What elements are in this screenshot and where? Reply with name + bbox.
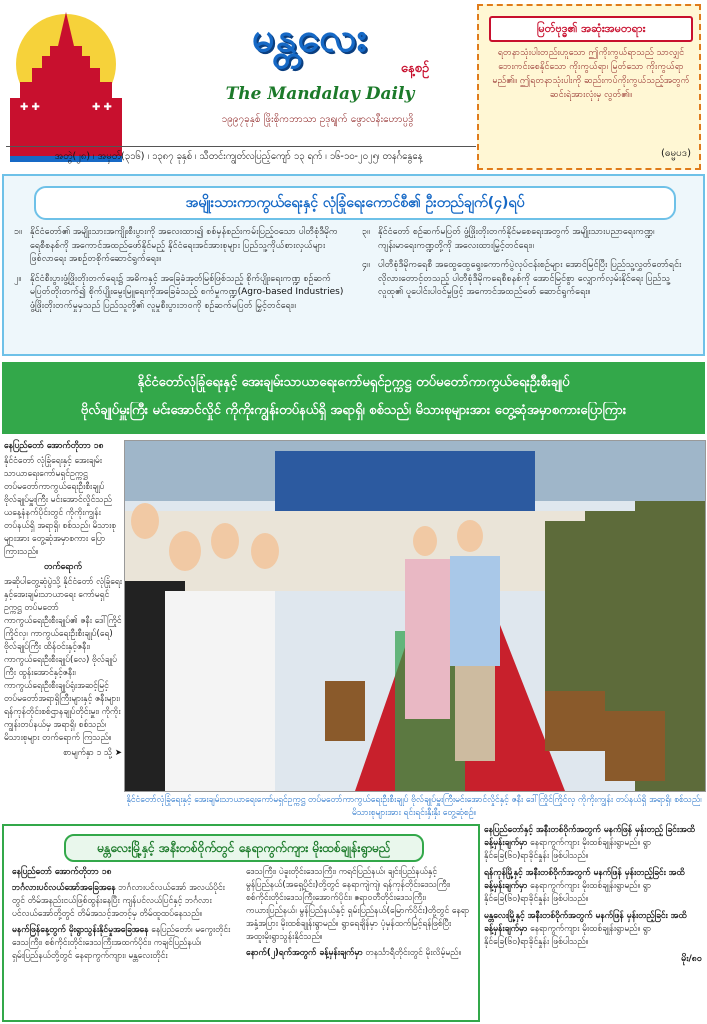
teaching-body: ရတနာသုံးပါးတည်းဟူသော ဤကိုးကွယ်ရာသည် သာလျှင် ဘေးကင်းစေနိုင်သော ကိုးကွယ်ရာ၊ မြတ်သော ကိုးကွယ်ရာမည်၏။ ဤရတနာသုံးပါးကို ဆည်းကပ်ကိုးကွယ်သည့်အတွက် ဆင်းရဲအားလုံးမှ လွတ်၏။ <box>492 48 690 100</box>
forecast-paragraph: နေပြည်တော်နှင့် အနီးတစ်ဝိုက်အတွက် မနက်ဖြန် မှန်းတည့် ခြင်းအထိ ခန့်မှန်းချက်မှာ နေရာကွက်ကျား မိုးထစ်ချုန်းရွာမည်။ ရွာနိုင်ခြေ(၆၀)ရာခိုင်နှုန်း ဖြစ်ပါသည်။ <box>484 825 696 861</box>
headline-line-2: ဗိုလ်ချုပ်မှူးကြီး မင်းအောင်လှိုင် ကိုကိုးကျွန်းတပ်နယ်ရှိ အရာရှိ၊ စစ်သည်၊ မိသားစုများအား တွေ့ဆုံအမှာစကားပြောကြား <box>80 403 627 418</box>
weather-forecast-column <box>484 824 702 966</box>
weather-article-box <box>2 824 480 1022</box>
masthead-subtitle: နေ့စဉ် <box>400 61 430 76</box>
objective-item <box>362 226 692 253</box>
continued-link[interactable]: စာမျက်နှာ ၁ သို့ ➤ <box>63 748 122 758</box>
weather-paragraph: ဘင်္ဂလားပင်လယ်အော်အခြေအနေ ဘင်္ဂလားပင်လယ်အော် အလယ်ပိုင်းတွင် တိမ်အနည်းငယ်ဖြစ်ထွန်းနေပြီး ကျန်ပင်လယ်ပြင်နှင့် ဘင်္ဂလားပင်လယ်အော်တို့တွင် တိမ်အသင့်အတင့်မှ တိမ်ထူထပ်နေသည်။ <box>12 883 225 919</box>
teaching-title: မြတ်ဗုဒ္ဓ၏ အဆုံးအမတရား <box>489 16 693 42</box>
svg-text:✚ ✚: ✚ ✚ <box>92 102 112 113</box>
weather-paragraph: နေပြည်တော် အောက်တိုဘာ ၁၈ <box>12 867 112 877</box>
forecast-paragraph: မန္တလေးမြို့နှင့် အနီးတစ်ဝိုက်အတွက် မနက်ဖြန် မှန်းတည့်ခြင်း အထိ ခန့်မှန်းချက်မှာ နေရာကွက်ကျား မိုးထစ်ချုန်းရွာမည်။ ရွာနိုင်ခြေ(၆၀)ရာခိုင်နှုန်း ဖြစ်ပါသည်။ <box>484 911 687 947</box>
main-headline-banner <box>2 362 705 434</box>
newspaper-logo-pagoda <box>6 6 126 166</box>
objectives-right-column <box>362 226 692 306</box>
photo-caption: နိုင်ငံတော်လုံခြုံရေးနှင့် အေးချမ်းသာယာရေးကော်မရှင်ဥက္ကဋ္ဌ တပ်မတော်ကာကွယ်ရေးဦးစီးချုပ် ဗိုလ်ချုပ်မှူးကြီးမင်းအောင်လှိုင်နှင့် ဇနီး ဒေါ်ကြိုင်ကြိုင်လှ ကိုကိုးကျွန်း တပ်နယ်ရှိ အရာရှိ၊ စစ်သည်၊ မိသားစုများအား ရင်းရင်းနှီးနှီး တွေ့ဆုံစဉ်။ <box>126 795 702 818</box>
news-photo <box>124 440 706 792</box>
svg-text:✚ ✚: ✚ ✚ <box>20 102 40 113</box>
masthead-title: မန္တလေး <box>252 14 368 61</box>
objectives-box <box>2 174 705 356</box>
article-paragraph: အဆိုပါတွေ့ဆုံပွဲသို့ နိုင်ငံတော် လုံခြုံရေးနှင့်အေးချမ်းသာယာရေး ကော်မရှင်ဥက္ကဋ္ဌ တပ်မတော် ကာကွယ်ရေးဦးစီးချုပ်၏ ဇနီး ဒေါ်ကြိုင်ကြိုင်လှ၊ ကာကွယ်ရေးဦးစီးချုပ်(ရေ) ဗိုလ်ချုပ်ကြီး ထိန်ဝင်းနှင့်ဇနီး၊ ကာကွယ်ရေးဦးစီးချုပ်(လေ) ဗိုလ်ချုပ်ကြီး ထွန်းအောင်နှင့်ဇနီး၊ ကာကွယ်ရေးဦးစီးချုပ်ရုံးအဆင့်မြင့်တပ်မတော်အရာရှိကြီးများနှင့် ဇနီးများ၊ ရန်ကုန်တိုင်းစစ်ဌာနချုပ်တိုင်းမှူး၊ ကိုကိုးကျွန်းတပ်နယ်မှ အရာရှိ၊ စစ်သည်၊ မိသားစုများ တက်ရောက် ကြသည်။ <box>4 577 122 743</box>
masthead-english-title: The Mandalay Daily <box>225 84 415 104</box>
weather-paragraph: နောက်(၂)ရက်အတွက် ခန့်မှန်းချက်မှာ တနင်္သာရီတိုင်းတွင် မိုးလိမ့်မည်။ <box>246 948 462 958</box>
headline-line-1: နိုင်ငံတော်လုံခြုံရေးနှင့် အေးချမ်းသာယာရေးကော်မရှင်ဥက္ကဋ္ဌ တပ်မတော်ကာကွယ်ရေးဦးစီးချုပ် <box>137 375 570 390</box>
objective-number: ၃။ <box>362 227 370 237</box>
weather-column-1 <box>12 866 237 966</box>
article-paragraph: နိုင်ငံတော် လုံခြုံရေးနှင့် အေးချမ်းသာယာရေးကော်မရှင်ဥက္ကဋ္ဌ တပ်မတော်ကာကွယ်ရေးဦးစီးချုပ် ဗိုလ်ချုပ်မှူးကြီး မင်းအောင်လှိုင်သည် ယနေ့နံနက်ပိုင်းတွင် ကိုကိုးကျွန်းတပ်နယ်ရှိ အရာရှိ၊ စစ်သည်၊ မိသားစုများအား တွေ့ဆုံအမှာစကား ပြောကြားသည်။ <box>4 456 117 557</box>
objective-item <box>14 273 344 314</box>
objective-item <box>14 226 344 267</box>
buddha-teaching-box <box>477 4 701 170</box>
objectives-title: အမျိုးသားကာကွယ်ရေးနှင့် လုံခြုံရေးကောင်စီ၏ ဦးတည်ချက်(၄)ရပ် <box>34 186 676 220</box>
forecast-paragraph: ရန်ကုန်မြို့နှင့် အနီးတစ်ဝိုက်အတွက် မနက်ဖြန် မှန်းတည့်ခြင်း အထိ ခန့်မှန်းချက်မှာ နေရာကွက်ကျား မိုးထစ်ချုန်းရွာမည်။ ရွာနိုင်ခြေ(၆၀)ရာခိုင်နှုန်း ဖြစ်ပါသည်။ <box>484 868 685 904</box>
article-subheading: တက်ရောက် <box>44 562 82 572</box>
objective-text: ပါတီစုံဒီမိုကရေစီ အထွေထွေရွေးကောက်ပွဲလုပ်ငန်းစဉ်များ အောင်မြင်ပြီး ပြည်သူ့လွှတ်တော်ရင်း လိုလားတောင့်တသည့် ပါတီစုံဒီမိုကရေစီစနစ်ကို အောင်မြင်စွာ လျှောက်လှမ်းနိုင်ရေး ပြည်သူ့လူထု၏ ပူပေါင်းပါဝင်မှုဖြင့် အကောင်အထည်ဖော် ဆောင်ရွက်ရေး။ <box>378 260 682 297</box>
masthead-tagline: ၁၉၉၇ခုနှစ် ဖြိုးစိုကဘာသာ ဥဒုရျက် ဖွောလနီးဟောပ္ပဒွိ <box>221 114 414 125</box>
issue-divider <box>6 146 476 147</box>
objective-text: နိုင်ငံတော်၏ အမျိုးသားအကျိုးစီးပွားကို အလေးထား၍ စစ်မှန်စည်းကမ်းပြည့်ဝသော ပါတီစုံဒီမိုကရေစီစနစ်ကို အကောင်အထည်ဖော်နိုင်မည့် နိုင်ငံရေးအင်အားစုများ ပြည်သူ့ကိုယ်စားလှယ်များဖြစ်လာရေး အစဉ်တစိုက်ဆောင်ရွက်ရေး။ <box>30 227 338 264</box>
weather-paragraph: ဒေသကြီး၊ ပဲခူးတိုင်းဒေသကြီး၊ ကရင်ပြည်နယ်၊ ချင်းပြည်နယ်နှင့် မွန်ပြည်နယ်(အရှေ့ပိုင်း)တို့တွင် နေရာကျဲကျဲ၊ ရန်ကုန်တိုင်းဒေသကြီး၊ စစ်ကိုင်းတိုင်းဒေသကြီးအောက်ပိုင်း၊ ဧရာဝတီတိုင်းဒေသကြီး၊ ကယားပြည်နယ်၊ မွန်ပြည်နယ်နှင့် ရှမ်းပြည်နယ်(မြောက်ပိုင်း)တို့တွင် နေရာအနှံ့အပြား မိုးထစ်ချုန်းရွာမည်။ ရွာရေချိန်မှာ ပုံမှန်ထက်မြင့်ရန်ဖြစ်ပြီး အထူးမိုးရွာသွန်းနိုင်သည်။ <box>246 867 470 942</box>
lead-article <box>4 440 122 760</box>
objective-text: နိုင်ငံတော် စဉ်ဆက်မပြတ် ဖွံ့ဖြိုးတိုးတက်နိုင်မစေရေးအတွက် အမျိုးသားပညာရေးကဏ္ဍ၊ ကျန်းမာရေးကဏ္ဍတို့ကို အလေးထားမြှင့်တင်ရေး။ <box>378 227 655 251</box>
objective-number: ၁။ <box>14 227 22 237</box>
objective-number: ၄။ <box>362 260 370 270</box>
objective-item <box>362 259 692 300</box>
issue-dateline: အတွဲ(၂၈) ၊ အမှတ်(၃၁၆) ၊ ၁၃၈၇ ခုနှစ် ၊ သီတင်းကျွတ်လပြည့်ကျော် ၁၃ ရက် ၊ ၁၆-၁၀-၂၀၂၅၊ တနင်္ဂနွေနေ့ <box>54 151 423 162</box>
objectives-left-column <box>14 226 344 319</box>
objective-number: ၂။ <box>14 273 22 284</box>
article-dateline: နေပြည်တော် အောက်တိုဘာ ၁၈ <box>4 441 104 451</box>
weather-title: မန္တလေးမြို့နှင့် အနီးတစ်ဝိုက်တွင် နေရာကွက်ကျား မိုးထစ်ချုန်းရွာမည် <box>64 834 424 862</box>
teaching-source: (ဓမ္မပဒ) <box>660 148 691 159</box>
objective-text: နိုင်ငံစီးပွားဖွံ့ဖြိုးတိုးတက်ရေး၌ အဓိကနှင့် အခြေခံအုတ်မြစ်ဖြစ်သည့် စိုက်ပျိုးရေးကဏ္ဍ စဉ်ဆက်မပြတ်တိုးတက်၍ စိုက်ပျိုးမွေးမြူရေးကိုအခြေခံသည့် စက်မှုကဏ္ဍ(Agro-based Industries) ဖွံ့ဖြိုးတိုးတက်မှုမှသည် ပြည်သူတို့၏ လူမှုစီးပွားဘဝကို စဉ်ဆက်မပြတ် မြှင့်တင်ရေး။ <box>30 273 344 311</box>
weather-paragraph: မနက်ဖြန်နေ့တွက် မိုးရွာသွန်းနိုင်မှုအခြေအနေ နေပြည်တော်၊ မကွေးတိုင်းဒေသကြီး၊ စစ်ကိုင်းတိုင်းဒေသကြီးအထက်ပိုင်း၊ ကချင်ပြည်နယ်၊ ရှမ်းပြည်နယ်တို့တွင် နေရာကွက်ကျား၊ မန္တလေးတိုင်း <box>12 925 231 961</box>
continued-link[interactable]: မိုး/၈၀ <box>681 954 702 964</box>
weather-column-2 <box>246 866 471 963</box>
